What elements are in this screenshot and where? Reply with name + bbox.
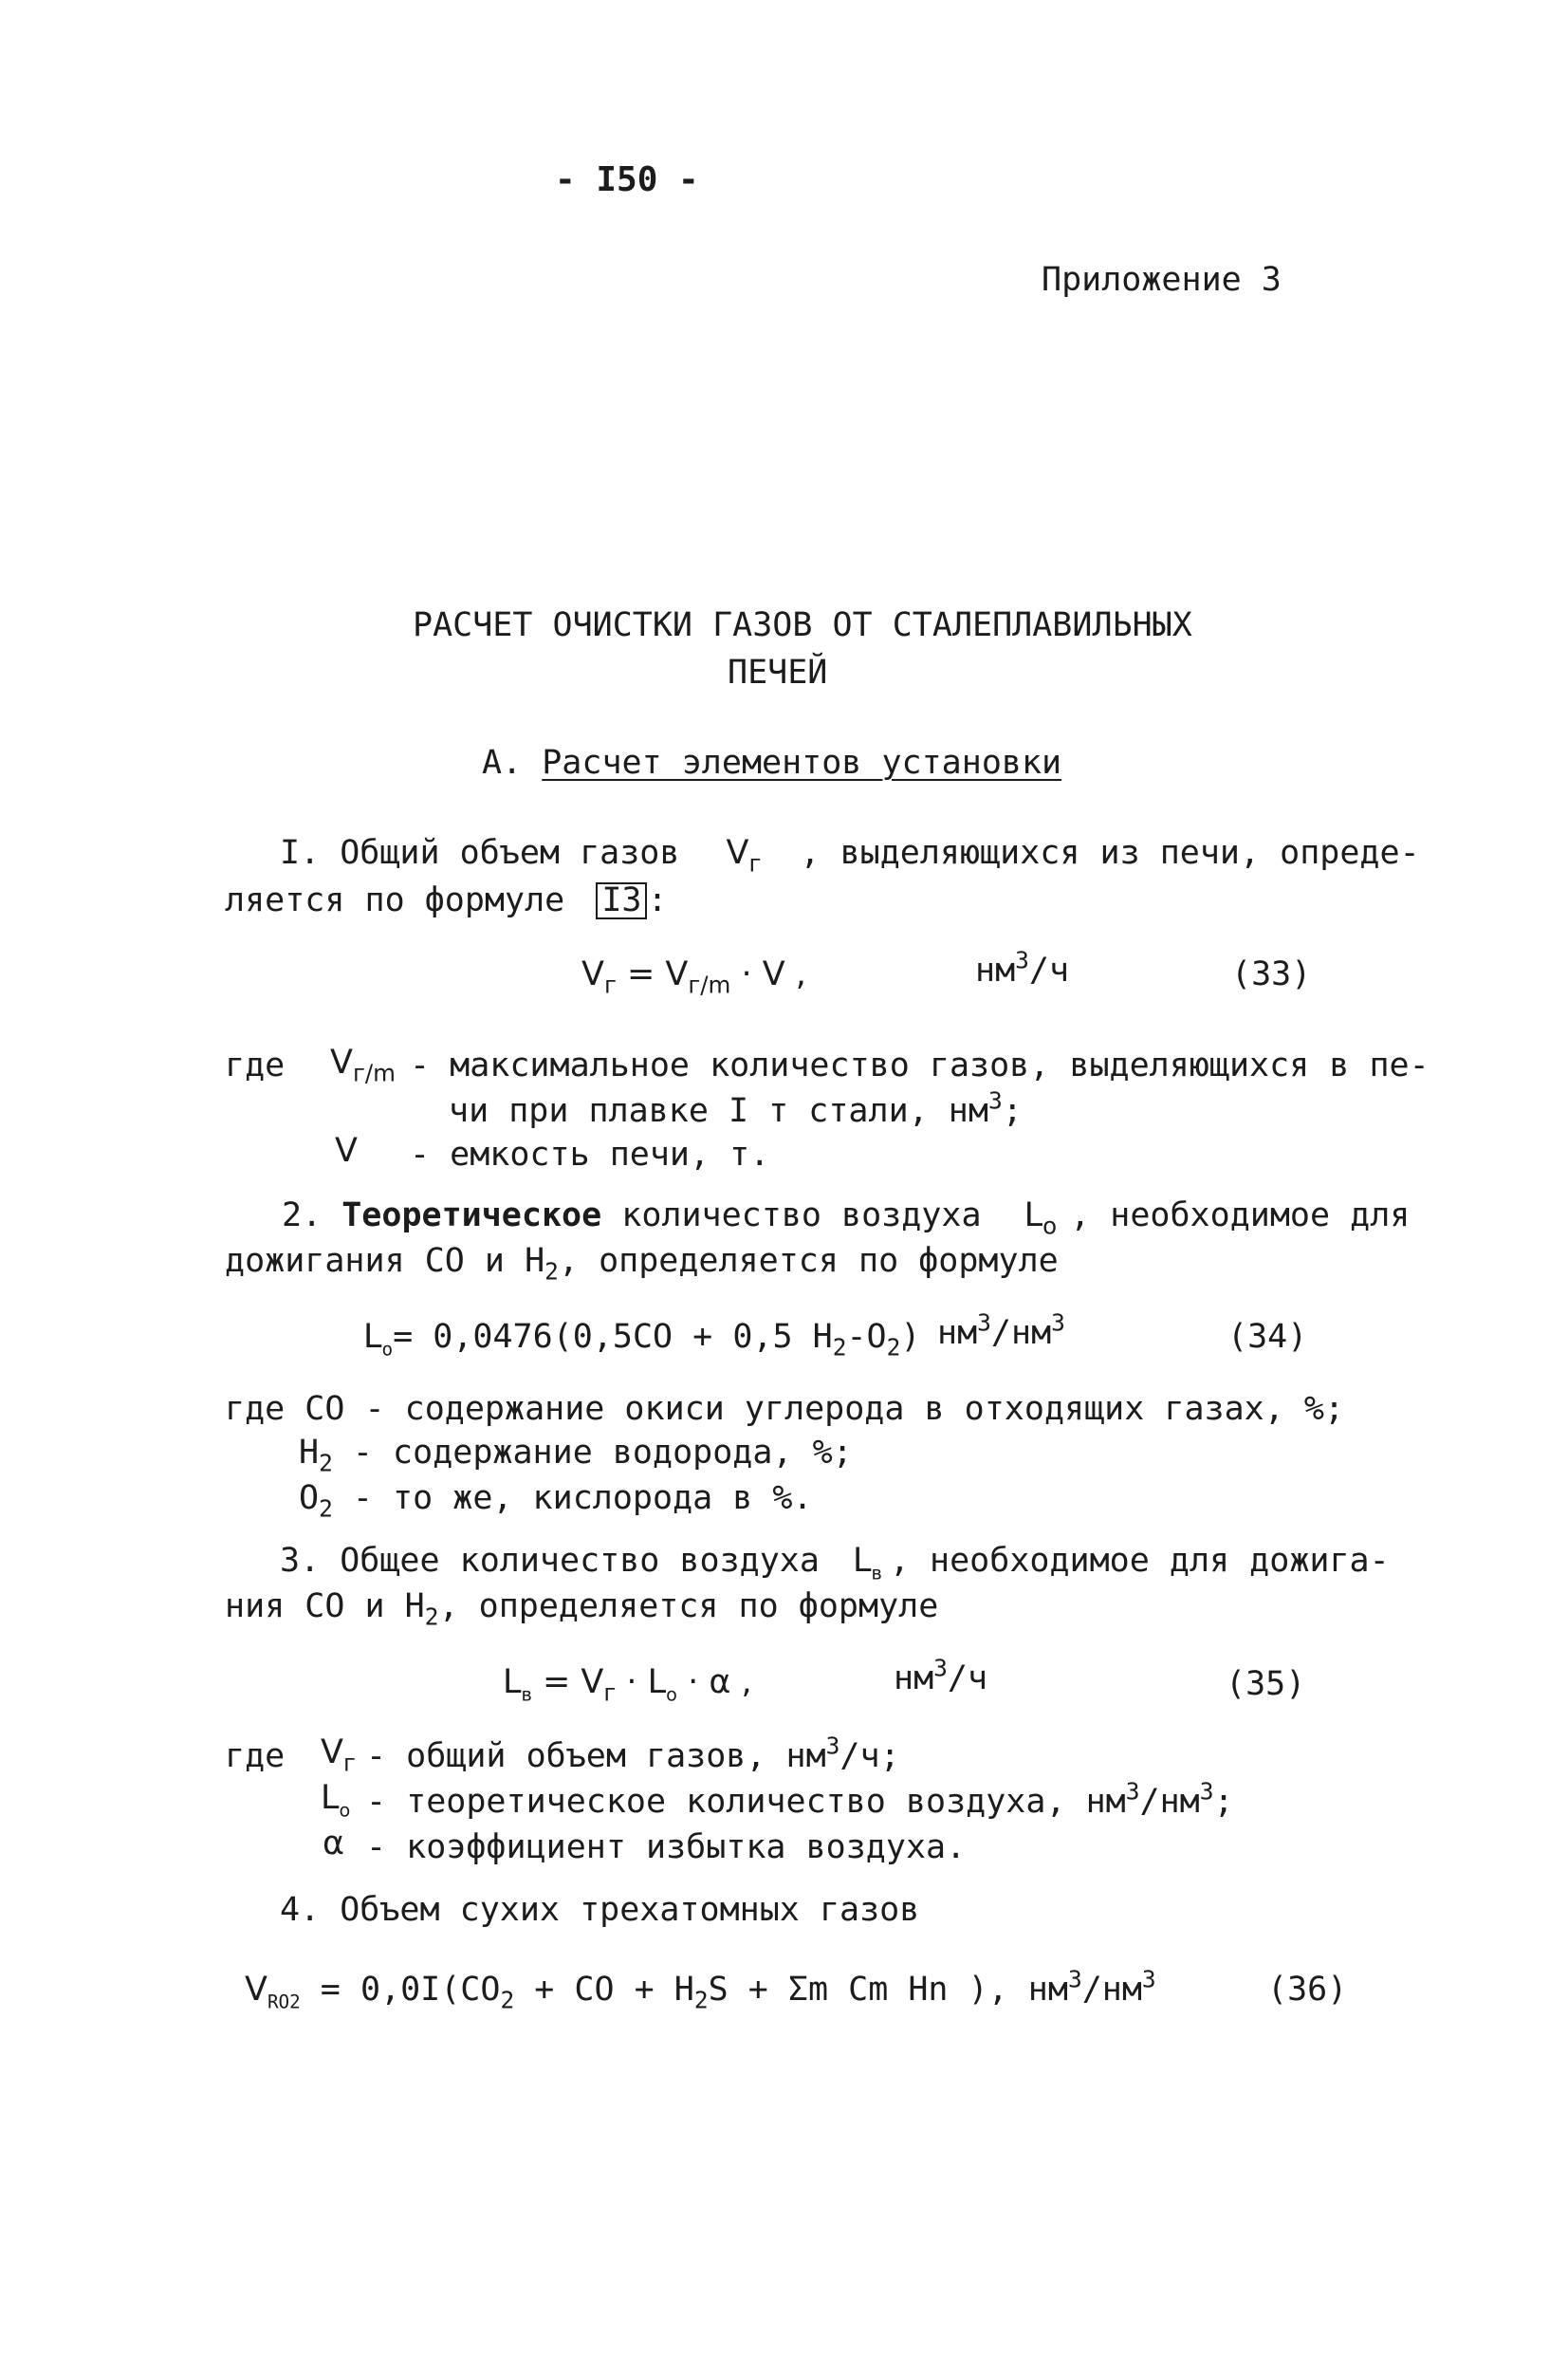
symbol-lo: $L_o$ — [1024, 1196, 1058, 1240]
reference-number: I3 — [601, 881, 642, 919]
eq34-number: (34) — [1227, 1318, 1308, 1356]
eq33-number: (33) — [1231, 955, 1312, 993]
def35-text-3: - коэффициент избытка воздуха. — [366, 1828, 967, 1866]
def33-sym-2: V — [335, 1132, 358, 1170]
eq35-unit: $нм^3/ч$ — [894, 1654, 988, 1697]
appendix-label: Приложение 3 — [1042, 261, 1282, 299]
p1-text-b: , выделяющихся из печи, опреде- — [800, 834, 1420, 872]
def33-text-1a: - максимальное количество газов, выделяющихся в пе- — [410, 1047, 1430, 1084]
title-line-2: ПЕЧЕЙ — [728, 654, 828, 692]
p3-line-2: ния СО и $Н_2$, определяется по формуле — [225, 1587, 939, 1631]
eq33-unit: $нм^3/ч$ — [975, 946, 1070, 990]
def35-sym-3: α — [323, 1825, 345, 1862]
def35-text-2: - теоретическое количество воздуха, $нм^3/нм^3$; — [366, 1777, 1234, 1821]
p1-colon: : — [647, 881, 668, 919]
p1-line-1 — [280, 834, 1420, 878]
p3-line-1: 3. Общее количество воздуха $L_в$ , необходимое для дожига- — [280, 1542, 1390, 1584]
section-title: Расчет элементов установки — [542, 744, 1062, 782]
def35-sym-1: $V_г$ — [321, 1733, 356, 1777]
p1-line-2 — [225, 882, 668, 919]
def35-sym-2: $L_o$ — [321, 1779, 351, 1822]
symbol-vg: $V_г$ — [726, 834, 762, 878]
eq35-formula: $L_в = V_г \cdot L_o \cdot \alpha$ , — [503, 1663, 752, 1707]
eq36-number: (36) — [1267, 1971, 1348, 2009]
section-prefix: А. — [482, 744, 523, 782]
def34-line-3: $О_2$ - то же, кислорода в %. — [299, 1479, 813, 1523]
eq34-unit: $нм^3/нм^3$ — [937, 1308, 1065, 1352]
title-line-1: РАСЧЕТ ОЧИСТКИ ГАЗОВ ОТ СТАЛЕПЛАВИЛЬНЫХ — [413, 606, 1192, 644]
p1-text-a: I. Общий объем газов — [280, 834, 680, 872]
def33-where: где — [225, 1047, 286, 1084]
p2-line-1: 2. Теоретическое количество воздуха $L_o$ , необходимое для — [282, 1196, 1411, 1240]
reference-bracket — [596, 882, 647, 919]
symbol-lv: $L_в$ — [853, 1542, 882, 1584]
eq34-formula: $L_o= 0,0476(0,5CO + 0,5$ $H_2-O_2$) — [363, 1318, 921, 1362]
eq35-number: (35) — [1226, 1665, 1306, 1703]
eq36-formula: $V_{RO2} = 0,0I(CO_2$ + CO + $H_2S + \Sigma m$ Cm Hn ), $нм^3/нм^3$ — [245, 1965, 1156, 2014]
page-number: - I50 - — [555, 160, 699, 199]
section-heading — [482, 744, 1062, 782]
def33-sym-1: $V_{г/m}$ — [330, 1044, 396, 1087]
p2-line-2: дожигания СО и $Н_2$, определяется по формуле — [225, 1242, 1059, 1286]
def35-where: где — [225, 1737, 286, 1775]
def33-text-2: - емкость печи, т. — [410, 1136, 770, 1174]
def33-text-1b: чи при плавке I т стали, $нм^3$; — [449, 1086, 1023, 1130]
p4-line-1: 4. Объем сухих трехатомных газов — [280, 1891, 920, 1929]
def34-line-1: где СО - содержание окиси углерода в отходящих газах, %; — [225, 1390, 1345, 1428]
def35-text-1: - общий объем газов, $нм^3/ч$; — [366, 1732, 900, 1775]
p1-text-c: ляется по формуле — [225, 881, 565, 919]
def34-line-2: $Н_2$ - содержание водорода, %; — [299, 1434, 853, 1477]
p2-bold-word: Теоретическое — [341, 1196, 602, 1234]
eq33-formula: $V_г = V_{г/m} \cdot V$ , — [581, 955, 806, 999]
